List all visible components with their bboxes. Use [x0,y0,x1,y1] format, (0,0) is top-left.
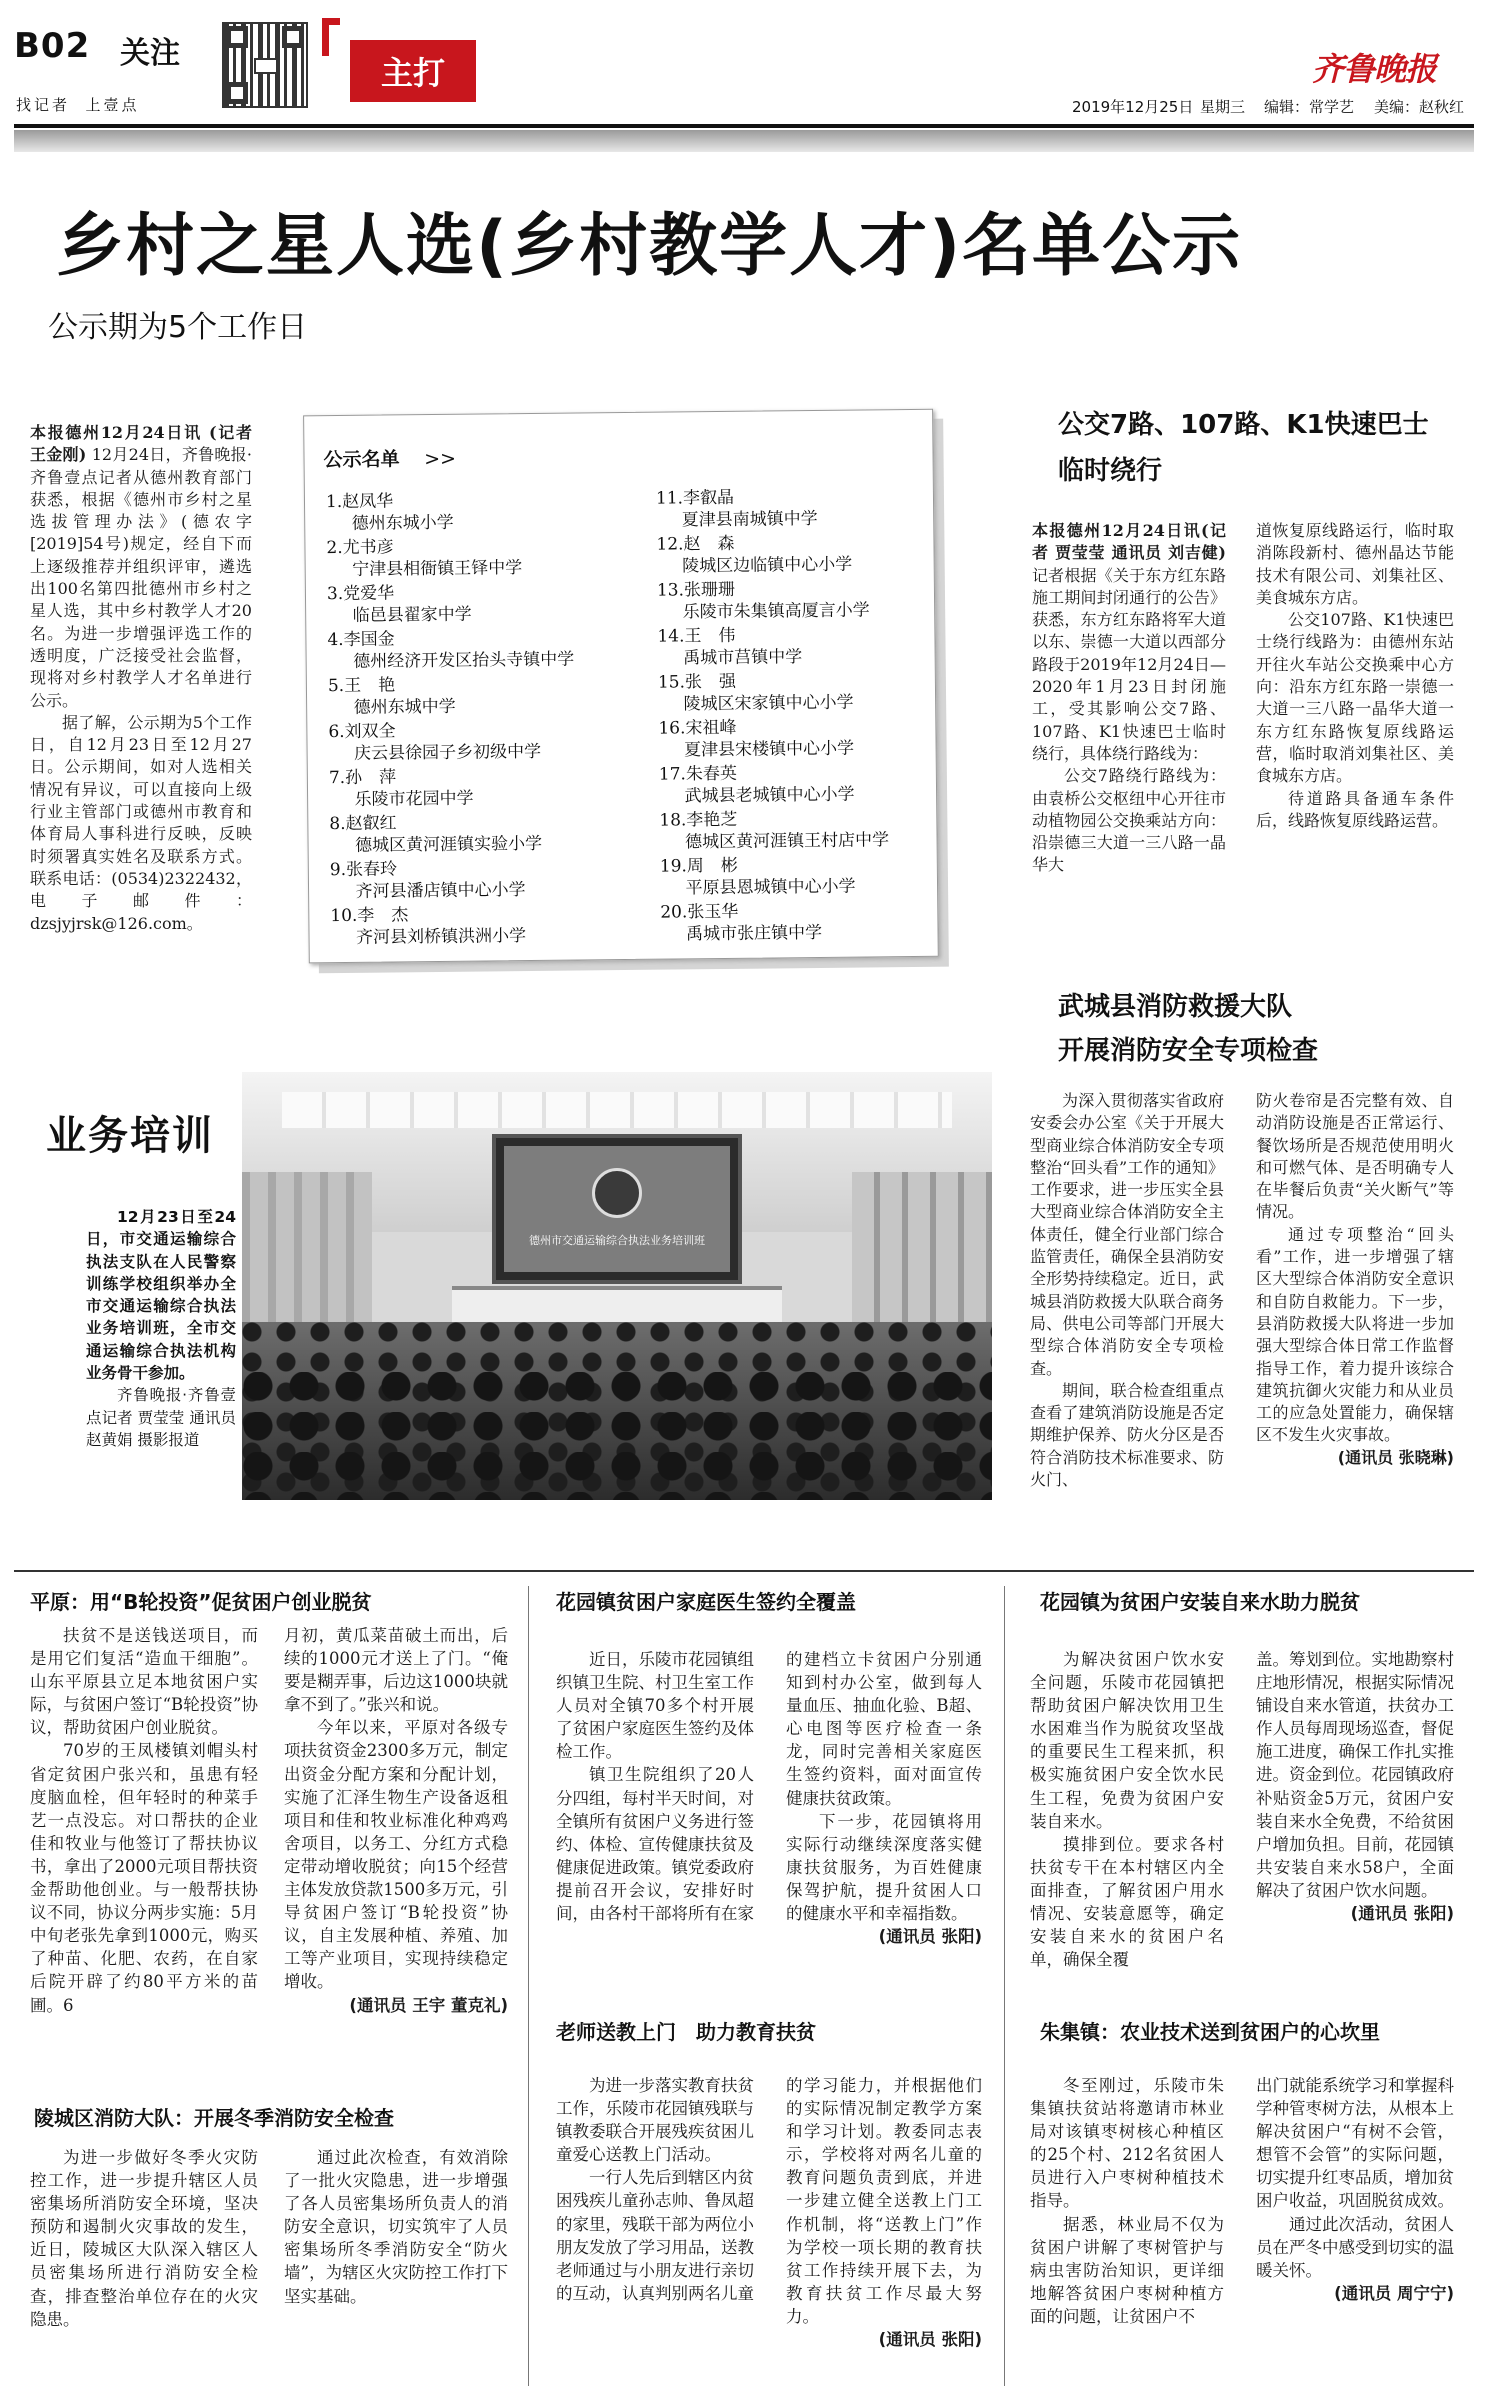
bus-byline: 本报德州12月24日讯(记者 贾莹莹 通讯员 刘吉健) [1032,521,1226,563]
list-entry [656,531,936,580]
zhuji-paragraph-2: 据悉，林业局不仅为贫困户讲解了枣树管护与病虫害防治知识，更详细地解答贫困户枣树种植方面的问题，让贫困户不 [1030,2214,1224,2326]
qr-code [222,22,308,108]
list-entry-name: 7.孙 萍 [328,767,397,789]
bus-paragraph-4: 公交107路、K1快速巴士绕行线路为：由德州东站开往火车站公交换乘中心方向：沿东方红东路一崇德一大道一三八路一晶华大道一东方红东路恢复原线路运营，临时取消刘集社区、美食城东方店。 [1256,610,1454,786]
list-entry-org: 齐河县刘桥镇洪洲小学 [355,926,527,948]
bus-title-2: 临时绕行 [1058,456,1163,486]
fire-credit: (通讯员 张晓琳) [1337,1447,1454,1467]
list-entry-name: 9.张春玲 [329,859,398,881]
fire-title-2: 开展消防安全专项检查 [1058,1036,1319,1066]
list-entry-org: 庆云县徐园子乡初级中学 [354,741,542,764]
huayuan-doc-paragraph-3: 的建档立卡贫困户分别通知到村办公室，做到每人量血压、抽血化验、B超、心电图等医疗检查一条龙，同时完善相关家庭医生签约资料，面对面宣传健康扶贫政策。 [786,1650,982,1808]
lingcheng-title: 陵城区消防大队：开展冬季消防安全检查 [34,2106,394,2130]
list-entry-org: 禹城市张庄镇中学 [685,922,823,945]
zhuji-paragraph-1: 冬至刚过，乐陵市朱集镇扶贫站将邀请市林业局对该镇枣树核心种植区的25个村、212名贫困人员进行入户枣树种植技术指导。 [1030,2076,1224,2211]
huayuan-doc-column-1 [556,1648,754,1925]
list-entry-org: 陵城区边临镇中心小学 [682,554,853,577]
list-entry [327,626,647,675]
lead-paragraph-1: 12月24日，齐鲁晚报·齐鲁壹点记者从德州教育部门获悉，根据《德州市乡村之星选拔管理办法》(德农字[2019]54号)规定，经自下而上逐级推荐并组织评审，遴选出100名第四批德州市乡村之星人选，其中乡村教学人才20名。为进一步增强评选工作的透明度，广泛接受社会监督，现将对乡村教学人才名单进行公示。 [30,445,252,710]
pingyuan-title: 平原：用“B轮投资”促贫困户创业脱贫 [30,1590,372,1614]
list-entry [328,672,648,721]
bus-column-1 [1032,520,1226,877]
list-entry [657,577,937,626]
fire-paragraph-4: 通过专项整治“回头看”工作，进一步增强了辖区大型综合体消防安全意识和自防自救能力。下一步，县消防救援大队将进一步加强大型综合体日常工作监督指导工作，着力提升该综合建筑抗御火灾能力和从业员工的应急处置能力，确保辖区不发生火灾事故。 [1256,1224,1454,1445]
list-entry-org: 武城县老城镇中心小学 [684,784,855,807]
list-entry-name: 20.张玉华 [660,901,739,923]
list-entry-org: 德州东城小学 [351,512,454,534]
list-entry-org: 德城区黄河涯镇王村店中学 [684,830,890,853]
fire-column-2 [1256,1090,1454,1469]
fire-paragraph-3: 防火卷帘是否完整有效、自动消防设施是否正常运行、餐饮场所是否规范使用明火和可燃气体、是否明确专人在毕餐后负责“关火断气”等情况。 [1256,1091,1454,1222]
newspaper-logo: 齐鲁晚报 [1312,50,1437,88]
lead-byline: 本报德州12月24日讯 (记者 王金刚) [30,423,252,465]
teacher-credit: (通讯员 张阳) [878,2330,982,2350]
list-entry-org: 夏津县南城镇中学 [681,508,818,531]
teacher-title: 老师送教上门 助力教育扶贫 [556,2020,816,2044]
list-entry-name: 2.尤书彦 [326,537,394,559]
teacher-column-2 [786,2074,982,2351]
huayuan-doc-credit: (通讯员 张阳) [878,1927,982,1947]
list-entry-org: 宁津县相衙镇王铎中学 [352,558,523,580]
lingcheng-paragraph-1: 为进一步做好冬季火灾防控工作，进一步提升辖区人员密集场所消防安全环境，坚决预防和遏制火灾事故的发生，近日，陵城区大队深入辖区人员密集场所进行消防安全检查，排查整治单位存在的火灾隐患。 [30,2148,258,2329]
editor-slogan: 找记者 上壹点 [16,96,140,114]
zhuji-column-1 [1030,2074,1224,2328]
pingyuan-paragraph-4: 今年以来，平原对各级专项扶贫资金2300多万元，制定出资金分配方案和分配计划，实施了汇泽生物生产设备返租项目和佳和牧业标准化种鸡鸡舍项目，以务工、分红方式稳定带动增收脱贫；向15个经营主体发放贷款1500多万元，引导贫困户签订“B轮投资”协议，自主发展种植、养殖、加工等产业项目，实现持续稳定增收。 [284,1718,508,1992]
bus-paragraph-2: 公交7路绕行路线为：由袁桥公交枢纽中心开往市动植物园公交换乘站方向：沿崇德三大道一三八路一晶华大 [1032,766,1226,875]
pingyuan-column-2 [284,1624,508,2017]
list-entry-name: 1.赵凤华 [325,491,394,513]
huayuan-doc-column-2 [786,1648,982,1948]
pingyuan-paragraph-1: 扶贫不是送钱送项目，而是用它们复活“造血干细胞”。山东平原县立足本地贫困户实际，与贫困户签订“B轮投资”协议，帮助贫困户创业脱贫。 [30,1626,258,1738]
bus-column-2 [1256,520,1454,832]
huayuan-doc-paragraph-1: 近日，乐陵市花园镇组织镇卫生院、村卫生室工作人员对全镇70多个村开展了贫困户家庭医生签约及体检工作。 [556,1650,754,1762]
list-entry-org: 夏津县宋楼镇中心小学 [684,738,855,761]
list-entry-name: 3.党爱华 [326,583,395,605]
water-paragraph-1: 为解决贫困户饮水安全问题，乐陵市花园镇把帮助贫困户解决饮用卫生水困难当作为脱贫攻坚战的重要民生工程来抓，积极实施贫困户安全饮水民生工程，免费为贫困户安装自来水。 [1030,1650,1224,1831]
list-entry [657,623,937,672]
list-entry [330,902,650,951]
bus-title-1: 公交7路、107路、K1快速巴士 [1058,410,1429,440]
issue-weekday: 星期三 [1200,98,1246,116]
bus-paragraph-1: 记者根据《关于东方红东路施工期间封闭通行的公告》获悉，东方红东路将军大道以东、崇德一大道以西部分路段于2019年12月24日—2020年1月23日封闭施工，受其影响公交7路、107路、K1快速巴士临时绕行，具体绕行路线为： [1032,565,1226,763]
tag-bracket [322,18,490,106]
pingyuan-column-1 [30,1624,258,2017]
name-list-box [303,409,949,976]
list-entry [329,810,649,859]
list-arrows: >> [424,447,457,471]
list-entry-org: 德州经济开发区抬头寺镇中学 [353,649,575,672]
fire-paragraph-1: 为深入贯彻落实省政府安委会办公室《关于开展大型商业综合体消防安全专项整治“回头看”工作的通知》工作要求，进一步压实全县大型商业综合体消防安全主体责任，健全行业部门综合监管责任，确保全县消防安全形势持续稳定。近日，武城县消防救援大队联合商务局、供电公司等部门开展大型综合体消防安全专项检查。 [1030,1091,1224,1378]
column-rule-2 [1004,1586,1005,2386]
huayuan-doc-paragraph-4: 下一步，花园镇将用实际行动继续深度落实健康扶贫服务，为百姓健康保驾护航，提升贫困人口的健康水平和幸福指数。 [786,1811,982,1924]
zhuji-column-2 [1256,2074,1454,2305]
list-entry [328,718,648,767]
column-rule-1 [528,1586,529,2386]
list-left-column [326,488,651,951]
lead-paragraph-2: 据了解，公示期为5个工作日，自12月23日至12月27日。公示期间，如对人选相关情况有异议，可以直接向上级行业主管部门或德州市教育和体育局人事科进行反映，反映时须署真实姓名及联系方式。联系电话：(0534)2322432，电子邮件：dzsjyjrsk@126.com。 [30,712,252,933]
list-entry-org: 禹城市莒镇中学 [683,647,803,669]
section-name: 关注 [120,36,180,71]
pingyuan-credit: (通讯员 王宇 董克礼) [349,1995,508,2015]
list-entry [658,669,938,718]
list-entry [660,853,940,902]
list-entry-name: 4.李国金 [327,629,395,651]
lingcheng-column-1 [30,2146,258,2331]
training-photo [242,1072,992,1500]
water-column-2 [1256,1648,1454,1925]
list-entry [656,485,936,534]
list-entry-name: 18.李艳芝 [659,809,738,831]
list-entry-name: 5.王 艳 [327,675,396,697]
list-entry [327,580,647,629]
list-entry-name: 12.赵 森 [656,533,735,555]
list-entry-name: 8.赵叡红 [329,813,397,835]
water-column-1 [1030,1648,1224,1971]
zhuji-paragraph-3: 出门就能系统学习和掌握科学种管枣树方法，从根本上解决贫困户“有树不会管，想管不会管”的实际问题，切实提升红枣品质，增加贫困户收益，巩固脱贫成效。 [1256,2076,1454,2211]
list-entry-org: 平原县恩城镇中心小学 [685,876,856,899]
teacher-paragraph-1: 为进一步落实教育扶贫工作，乐陵市花园镇残联与镇教委联合开展残疾贫困儿童爱心送教上门活动。 [556,2076,754,2165]
training-title: 业务培训 [46,1113,214,1159]
list-entry-org: 乐陵市朱集镇高厦言小学 [682,600,870,623]
list-entry [329,764,649,813]
list-entry [659,807,939,856]
list-entry-name: 10.李 杰 [330,905,409,927]
zhuji-title: 朱集镇：农业技术送到贫困户的心坎里 [1040,2020,1380,2044]
list-title: 公示名单 [323,448,400,472]
teacher-column-1 [556,2074,754,2305]
bus-paragraph-3: 道恢复原线路运行，临时取消陈段新村、德州晶达节能技术有限公司、刘集社区、美食城东方店。 [1256,521,1454,607]
sub-title: 公示期为5个工作日 [48,310,308,345]
list-entry [326,488,646,537]
list-entry-name: 11.李叡晶 [655,487,735,509]
list-entry [659,761,939,810]
training-caption-block [86,1206,236,1451]
header-rule [14,124,1474,128]
lingcheng-column-2 [284,2146,508,2308]
list-entry-org: 临邑县翟家中学 [352,604,472,626]
huayuan-doc-title: 花园镇贫困户家庭医生签约全覆盖 [556,1590,856,1614]
list-entry-org: 德城区黄河涯镇实验小学 [354,833,543,856]
huayuan-doc-paragraph-2: 镇卫生院组织了20人分四组，每村半天时间，对全镇所有贫困户义务进行签约、体检、宣传健康扶贫及健康促进政策。镇党委政府提前召开会议，安排好时间，由各村干部将所有在家 [556,1765,754,1924]
list-entry [658,715,938,764]
bus-paragraph-5: 待道路具备通车条件后，线路恢复原线路运营。 [1256,788,1454,830]
section-divider [14,1570,1474,1572]
lead-article [30,422,252,935]
list-entry-org: 德州东城中学 [353,696,456,718]
tag-label: 主打 [380,54,445,92]
water-title: 花园镇为贫困户安装自来水助力脱贫 [1040,1590,1360,1614]
training-credit: 齐鲁晚报·齐鲁壹点记者 贾莹莹 通讯员 赵黄娟 摄影报道 [86,1386,236,1449]
page-code: B02 [14,26,91,66]
list-entry [660,899,940,948]
pingyuan-paragraph-2: 70岁的王凤楼镇刘帽头村省定贫困户张兴和，虽患有轻度脑血栓，但年轻时的种菜手艺一点没忘。对口帮扶的企业佳和牧业与他签订了帮扶协议书，拿出了2000元项目帮扶资金帮助他创业。与一般帮扶协议不同，协议分两步实施：5月中旬老张先拿到1000元，购买了种苗、化肥、农药，在自家后院开辟了约80平方米的苗圃。6 [30,1741,258,2015]
list-entry-org: 齐河县潘店镇中心小学 [355,880,526,902]
fire-title-1: 武城县消防救援大队 [1058,992,1293,1022]
list-entry-name: 16.宋祖峰 [658,717,737,739]
photo-banner: 德州市交通运输综合执法业务培训班 [529,1234,705,1247]
header-shadow-band [14,130,1474,152]
list-right-column [656,485,941,948]
list-entry-name: 14.王 伟 [657,625,736,647]
list-entry-name: 6.刘双全 [328,721,396,743]
water-credit: (通讯员 张阳) [1350,1904,1454,1924]
pingyuan-paragraph-3: 月初，黄瓜菜苗破土而出，后续的1000元才送上了门。“俺要是糊弄事，后边这1000块就拿不到了。”张兴和说。 [284,1626,508,1715]
list-entry-org: 陵城区宋家镇中心小学 [683,692,854,715]
water-paragraph-2: 摸排到位。要求各村扶贫专干在本村辖区内全面排查，了解贫困户用水情况、安装意愿等，确定安装自来水的贫困户名单，确保全覆 [1030,1834,1224,1970]
list-entry-name: 17.朱春英 [658,763,738,785]
issue-date: 2019年12月25日 [1072,98,1194,116]
list-entry [330,856,650,905]
teacher-paragraph-3: 的学习能力，并根据他们的实际情况制定教学方案和学习计划。教委同志表示，学校将对两名儿童的教育问题负责到底，并进一步建立健全送教上门工作机制，将“送教上门”作为学校一项长期的教育扶贫工作持续开展下去，为教育扶贫工作尽最大努力。 [786,2076,982,2326]
water-paragraph-3: 盖。筹划到位。实地勘察村庄地形情况，根据实际情况铺设自来水管道，扶贫办工作人员每周现场巡查，督促施工进度，确保工作扎实推进。资金到位。花园镇政府补贴资金5万元，贫困户安装自来水全免费，不给贫困户增加负担。目前，花园镇共安装自来水58户，全面解决了贫困户饮水问题。 [1256,1650,1454,1900]
zhuji-credit: (通讯员 周宁宁) [1334,2283,1454,2303]
zhuji-paragraph-4: 通过此次活动，贫困人员在严冬中感受到切实的温暖关怀。 [1256,2214,1454,2280]
list-entry-name: 15.张 强 [657,671,737,693]
training-caption: 12月23日至24日，市交通运输综合执法支队在人民警察训练学校组织举办全市交通运输综合执法业务培训班，全市交通运输综合执法机构业务骨干参加。 [86,1208,236,1383]
list-entry [326,534,646,583]
editor-credit: 编辑：常学艺 [1264,98,1355,116]
fire-column-1 [1030,1090,1224,1491]
list-entry-name: 13.张珊珊 [656,579,736,601]
fire-paragraph-2: 期间，联合检查组重点查看了建筑消防设施是否定期维护保养、防火分区是否符合消防技术标准要求、防火门、 [1030,1380,1224,1490]
main-title: 乡村之星人选(乡村教学人才)名单公示 [56,207,1243,286]
list-entry-org: 乐陵市花园中学 [354,788,474,810]
teacher-paragraph-2: 一行人先后到辖区内贫困残疾儿童孙志帅、鲁凤超的家里，残联干部为两位小朋友发放了学习用品，送教老师通过与小朋友进行亲切的互动，认真判别两名儿童 [556,2168,754,2303]
lingcheng-paragraph-2: 通过此次检查，有效消除了一批火灾隐患，进一步增强了各人员密集场所负责人的消防安全意识，切实筑牢了人员密集场所冬季消防安全“防火墙”，为辖区火灾防控工作打下坚实基础。 [284,2148,508,2306]
art-editor-credit: 美编：赵秋红 [1374,98,1465,116]
list-entry-name: 19.周 彬 [659,855,738,877]
